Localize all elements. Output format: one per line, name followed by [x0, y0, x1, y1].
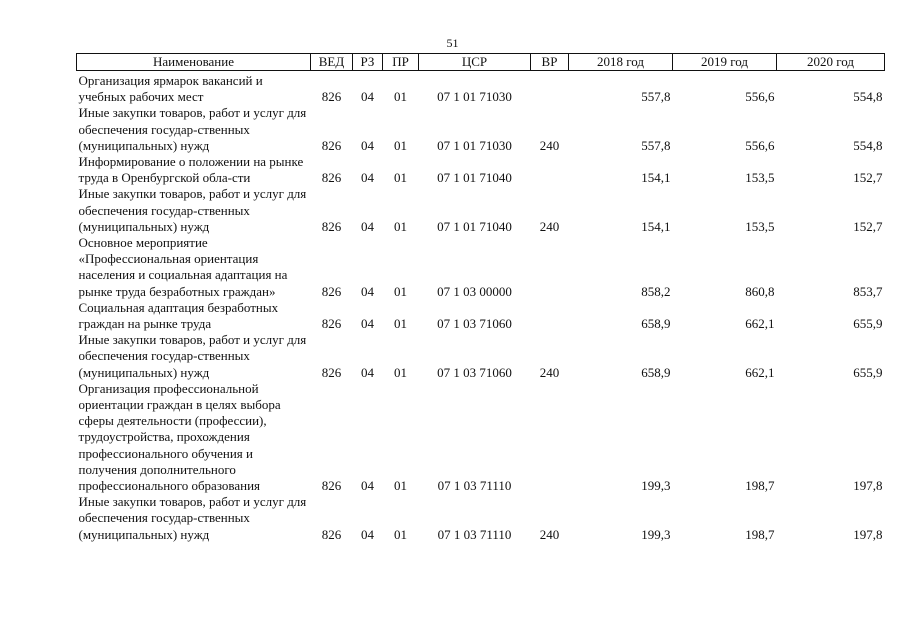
- row-rz: 04: [361, 137, 374, 153]
- row-2020: 197,8: [853, 526, 883, 542]
- row-2018: 658,9: [641, 364, 671, 380]
- row-name: Информирование о положении на рынке труда в Оренбургской обла-сти: [78, 154, 304, 186]
- table-row: [77, 381, 885, 494]
- table-row: [77, 300, 885, 332]
- row-2018: 199,3: [641, 478, 671, 494]
- row-pr: 01: [394, 316, 407, 332]
- row-name: Социальная адаптация безработных граждан на рынке труда: [78, 299, 279, 332]
- row-vr: [531, 73, 569, 105]
- row-name: Основное мероприятие «Профессиональная ориентация населения и социальная адаптация на рынке труда безработных граждан»: [78, 235, 288, 299]
- row-rz: 04: [361, 283, 374, 299]
- row-2018: 154,1: [641, 218, 671, 234]
- row-2018: 557,8: [641, 137, 671, 153]
- header-vr: ВР: [531, 54, 569, 71]
- row-2018: 154,1: [641, 170, 671, 186]
- row-csr: 07 1 03 71060: [437, 364, 512, 380]
- header-name: Наименование: [77, 54, 311, 71]
- table-row: [77, 332, 885, 381]
- header-2019: 2019 год: [673, 54, 777, 71]
- header-rz: РЗ: [353, 54, 383, 71]
- page-number: 51: [446, 36, 459, 50]
- row-2020: 655,9: [853, 364, 883, 380]
- row-ved: 826: [321, 283, 342, 299]
- header-csr: ЦСР: [419, 54, 531, 71]
- row-rz: 04: [361, 170, 374, 186]
- row-pr: 01: [394, 218, 407, 234]
- row-pr: 01: [394, 283, 407, 299]
- row-2020: 554,8: [853, 89, 883, 105]
- header-ved: ВЕД: [311, 54, 353, 71]
- row-2019: 556,6: [745, 137, 775, 153]
- row-2020: 655,9: [853, 316, 883, 332]
- row-vr: [531, 235, 569, 300]
- row-pr: 01: [394, 478, 407, 494]
- table-row: [77, 235, 885, 300]
- row-pr: 01: [394, 364, 407, 380]
- row-2019: 198,7: [745, 478, 775, 494]
- row-ved: 826: [321, 89, 342, 105]
- row-csr: 07 1 01 71030: [437, 89, 512, 105]
- row-2019: 662,1: [745, 364, 775, 380]
- header-2018: 2018 год: [569, 54, 673, 71]
- row-name: Иные закупки товаров, работ и услуг для обеспечения государ-ственных (муниципальных) нужд: [78, 105, 307, 153]
- row-ved: 826: [321, 137, 342, 153]
- budget-table: [76, 53, 885, 543]
- row-2019: 153,5: [745, 170, 775, 186]
- table-row: [77, 494, 885, 543]
- row-vr: [531, 154, 569, 186]
- row-2020: 152,7: [853, 170, 883, 186]
- header-2020: 2020 год: [777, 54, 885, 71]
- row-2019: 198,7: [745, 526, 775, 542]
- row-name: Организация ярмарок вакансий и учебных рабочих мест: [78, 73, 263, 105]
- row-rz: 04: [361, 218, 374, 234]
- row-name: Иные закупки товаров, работ и услуг для обеспечения государ-ственных (муниципальных) нужд: [78, 494, 307, 542]
- row-2020: 853,7: [853, 283, 883, 299]
- row-ved: 826: [321, 218, 342, 234]
- row-csr: 07 1 01 71030: [437, 137, 512, 153]
- row-2019: 662,1: [745, 316, 775, 332]
- row-csr: 07 1 03 71110: [437, 526, 512, 542]
- row-vr: 240: [539, 364, 560, 380]
- table-row: [77, 186, 885, 235]
- table-body: [77, 73, 885, 543]
- row-csr: 07 1 03 00000: [437, 283, 512, 299]
- row-2018: 658,9: [641, 316, 671, 332]
- row-ved: 826: [321, 364, 342, 380]
- row-name: Иные закупки товаров, работ и услуг для обеспечения государ-ственных (муниципальных) нужд: [78, 332, 307, 380]
- row-pr: 01: [394, 89, 407, 105]
- row-csr: 07 1 01 71040: [437, 218, 512, 234]
- row-ved: 826: [321, 170, 342, 186]
- row-vr: 240: [539, 137, 560, 153]
- row-2019: 860,8: [745, 283, 775, 299]
- row-vr: 240: [539, 218, 560, 234]
- table-header-row: [77, 54, 885, 71]
- row-ved: 826: [321, 526, 342, 542]
- row-2019: 556,6: [745, 89, 775, 105]
- row-pr: 01: [394, 170, 407, 186]
- table-row: [77, 105, 885, 154]
- row-ved: 826: [321, 478, 342, 494]
- row-name: Организация профессиональной ориентации граждан в целях выбора сферы деятельности (профессии), трудоустройства, прохождения профессионального обучения и получения дополнительного профессионального образования: [78, 380, 281, 494]
- table-row: [77, 154, 885, 186]
- row-rz: 04: [361, 316, 374, 332]
- row-csr: 07 1 03 71110: [437, 478, 512, 494]
- row-2018: 557,8: [641, 89, 671, 105]
- row-2020: 197,8: [853, 478, 883, 494]
- row-csr: 07 1 01 71040: [437, 170, 512, 186]
- row-2020: 152,7: [853, 218, 883, 234]
- row-2018: 199,3: [641, 526, 671, 542]
- row-vr: [531, 300, 569, 332]
- row-csr: 07 1 03 71060: [437, 316, 512, 332]
- header-pr: ПР: [383, 54, 419, 71]
- row-2020: 554,8: [853, 137, 883, 153]
- row-rz: 04: [361, 364, 374, 380]
- row-rz: 04: [361, 526, 374, 542]
- row-2018: 858,2: [641, 283, 671, 299]
- row-pr: 01: [394, 526, 407, 542]
- row-rz: 04: [361, 478, 374, 494]
- row-pr: 01: [394, 137, 407, 153]
- row-2019: 153,5: [745, 218, 775, 234]
- row-vr: 240: [539, 526, 560, 542]
- table-row: [77, 73, 885, 105]
- row-rz: 04: [361, 89, 374, 105]
- row-ved: 826: [321, 316, 342, 332]
- row-name: Иные закупки товаров, работ и услуг для обеспечения государ-ственных (муниципальных) нужд: [78, 186, 307, 234]
- row-vr: [531, 381, 569, 494]
